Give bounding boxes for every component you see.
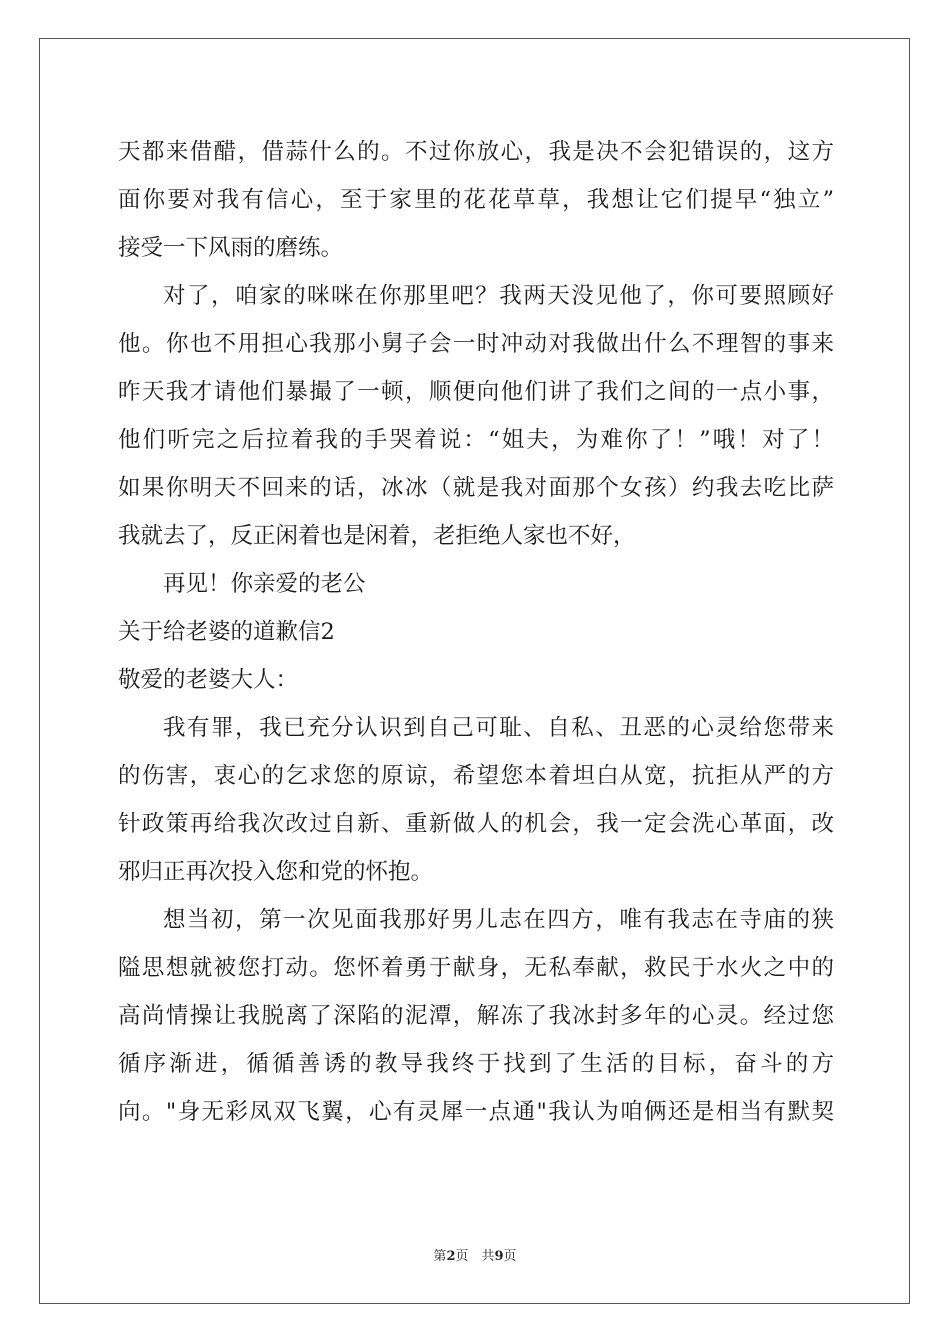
- body-line: 想当初，第一次见面我那好男儿志在四方，唯有我志在寺庙的狭: [163, 907, 834, 933]
- body-line: 昨天我才请他们暴撮了一顿，顺便向他们讲了我们之间的一点小事，: [118, 379, 834, 405]
- body-line: 天都来借醋，借蒜什么的。不过你放心，我是决不会犯错误的，这方: [118, 139, 834, 165]
- body-line: 邪归正再次投入您和党的怀抱。: [118, 859, 434, 885]
- section-heading: 关于给老婆的道歉信2: [118, 619, 335, 645]
- total-page-count: 9: [494, 1249, 504, 1264]
- body-line: 隘思想就被您打动。您怀着勇于献身，无私奉献，救民于水火之中的: [118, 955, 834, 981]
- body-line: 向。"身无彩凤双飞翼，心有灵犀一点通"我认为咱俩还是相当有默契: [118, 1099, 834, 1125]
- body-line: 针政策再给我次改过自新、重新做人的机会，我一定会洗心革面，改: [118, 811, 834, 837]
- body-line: 高尚情操让我脱离了深陷的泥潭，解冻了我冰封多年的心灵。经过您: [118, 1003, 834, 1029]
- body-line: 面你要对我有信心，至于家里的花花草草，我想让它们提早“独立”: [118, 187, 834, 213]
- document-body: [118, 128, 834, 1136]
- body-line: 我就去了，反正闲着也是闲着，老拒绝人家也不好，: [118, 523, 636, 549]
- signature-line: 再见！你亲爱的老公: [163, 571, 366, 597]
- page-footer: [0, 1248, 950, 1266]
- footer-mid: 页 共: [455, 1249, 495, 1264]
- body-line: 的伤害，衷心的乞求您的原谅，希望您本着坦白从宽，抗拒从严的方: [118, 763, 834, 789]
- body-line: 循序渐进，循循善诱的教导我终于找到了生活的目标，奋斗的方: [118, 1051, 834, 1077]
- body-line: 对了，咱家的咪咪在你那里吧？我两天没见他了，你可要照顾好: [163, 283, 834, 309]
- footer-suffix: 页: [503, 1249, 517, 1264]
- salutation: 敬爱的老婆大人：: [118, 667, 299, 693]
- current-page-number: 2: [446, 1249, 456, 1264]
- body-line: 他。你也不用担心我那小舅子会一时冲动对我做出什么不理智的事来: [118, 331, 834, 357]
- footer-prefix: 第: [433, 1249, 447, 1264]
- body-line: 他们听完之后拉着我的手哭着说：“姐夫，为难你了！”哦！对了！: [118, 427, 834, 453]
- body-line: 我有罪，我已充分认识到自己可耻、自私、丑恶的心灵给您带来: [163, 715, 834, 741]
- body-line: 接受一下风雨的磨练。: [118, 235, 344, 261]
- body-line: 如果你明天不回来的话，冰冰（就是我对面那个女孩）约我去吃比萨: [118, 475, 834, 501]
